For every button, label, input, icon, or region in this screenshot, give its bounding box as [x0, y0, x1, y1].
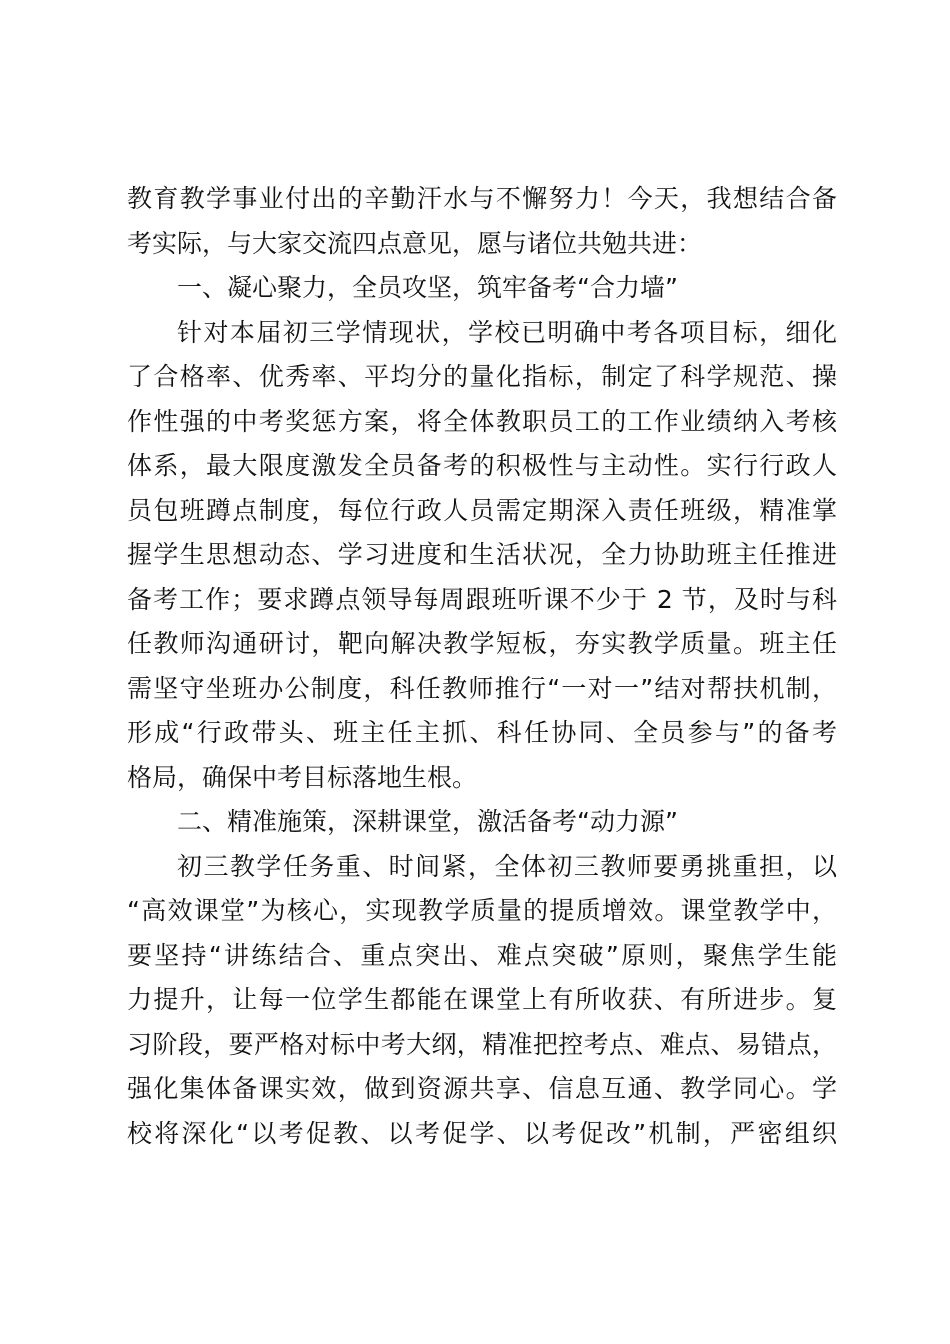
paragraph-line: 针对本届初三学情现状，学校已明确中考各项目标，细化: [177, 317, 837, 347]
section-heading-1: 一、凝心聚力，全员攻坚，筑牢备考“合力墙”: [177, 273, 678, 302]
paragraph-line: 任教师沟通研讨，靶向解决教学短板，夯实教学质量。班主任: [127, 629, 837, 658]
paragraph-line: 形成“行政带头、班主任主抓、科任协同、全员参与”的备考: [127, 718, 837, 747]
paragraph-line: 作性强的中考奖惩方案，将全体教职员工的工作业绩纳入考核: [127, 406, 837, 436]
paragraph-line: 要坚持“讲练结合、重点突出、难点突破”原则，聚焦学生能: [127, 940, 837, 970]
paragraph-line: 校将深化“以考促教、以考促学、以考促改”机制，严密组织: [127, 1118, 837, 1148]
paragraph-line: “高效课堂”为核心，实现教学质量的提质增效。课堂教学中，: [127, 896, 837, 925]
paragraph-line: 强化集体备课实效，做到资源共享、信息互通、教学同心。学: [127, 1074, 837, 1103]
paragraph-line: 了合格率、优秀率、平均分的量化指标，制定了科学规范、操: [127, 362, 837, 391]
paragraph-line: 力提升，让每一位学生都能在课堂上有所收获、有所进步。复: [127, 985, 837, 1014]
paragraph-line: 习阶段，要严格对标中考大纲，精准把控考点、难点、易错点，: [127, 1029, 837, 1059]
paragraph-line: 备考工作；要求蹲点领导每周跟班听课不少于 2 节，及时与科: [127, 584, 837, 614]
paragraph-line: 考实际，与大家交流四点意见，愿与诸位共勉共进：: [127, 228, 703, 258]
paragraph-line: 需坚守坐班办公制度，科任教师推行“一对一”结对帮扶机制，: [127, 673, 837, 703]
paragraph-line: 握学生思想动态、学习进度和生活状况，全力协助班主任推进: [127, 540, 837, 569]
paragraph-line: 初三教学任务重、时间紧，全体初三教师要勇挑重担，以: [177, 851, 837, 881]
paragraph-line: 教育教学事业付出的辛勤汗水与不懈努力！今天，我想结合备: [127, 184, 837, 213]
paragraph-line: 员包班蹲点制度，每位行政人员需定期深入责任班级，精准掌: [127, 495, 837, 525]
paragraph-line: 格局，确保中考目标落地生根。: [127, 762, 478, 792]
section-heading-2: 二、精准施策，深耕课堂，激活备考“动力源”: [177, 807, 678, 836]
paragraph-line: 体系，最大限度激发全员备考的积极性与主动性。实行行政人: [127, 451, 837, 480]
document-body: [127, 177, 837, 1156]
